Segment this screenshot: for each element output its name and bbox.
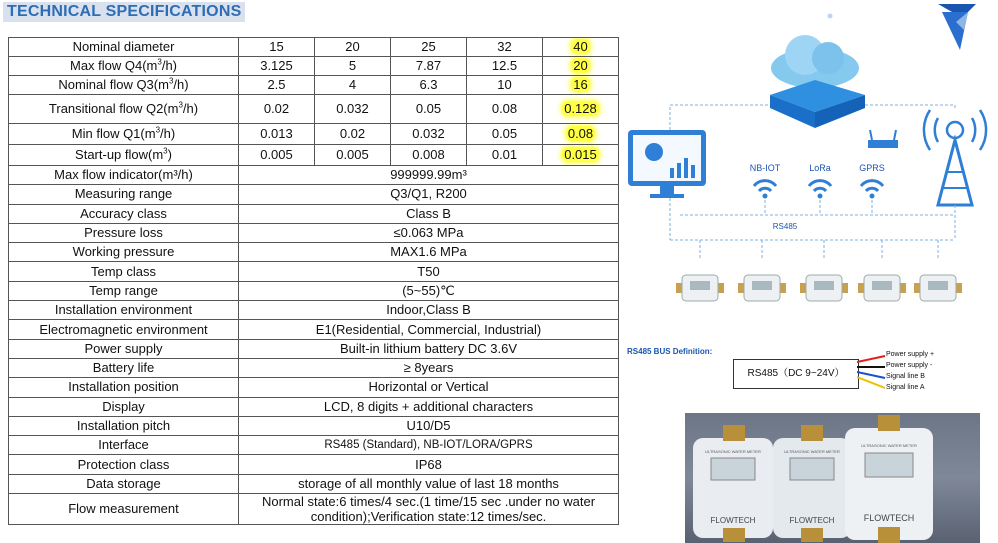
size-cell: 0.08 xyxy=(467,95,543,124)
cell-tower-icon xyxy=(924,110,986,205)
water-meter-icon xyxy=(914,275,962,301)
size-cell: 0.015 xyxy=(543,145,619,166)
row-value: storage of all monthly value of last 18 months xyxy=(239,474,619,493)
size-cell: 7.87 xyxy=(391,57,467,76)
row-value: T50 xyxy=(239,262,619,281)
size-cell: 15 xyxy=(239,38,315,57)
row-label: Installation position xyxy=(9,378,239,397)
row-label: Accuracy class xyxy=(9,204,239,223)
spec-row xyxy=(9,416,619,435)
wire-label-signal-a: Signal line A xyxy=(886,384,925,391)
wire-label-power-plus: Power supply + xyxy=(886,351,935,358)
lora-label: LoRa xyxy=(809,163,831,173)
size-cell: 0.013 xyxy=(239,124,315,145)
size-cell: 6.3 xyxy=(391,76,467,95)
size-cell: 0.008 xyxy=(391,145,467,166)
spec-row xyxy=(9,145,619,166)
svg-text:FLOWTECH: FLOWTECH xyxy=(710,516,756,525)
row-label: Battery life xyxy=(9,358,239,377)
wire-label-power-minus: Power supply - xyxy=(886,362,933,369)
size-cell: 2.5 xyxy=(239,76,315,95)
wire-label-signal-b: Signal line B xyxy=(886,373,925,380)
spec-table xyxy=(8,37,619,525)
size-cell: 0.05 xyxy=(467,124,543,145)
spec-row xyxy=(9,281,619,300)
spec-row xyxy=(9,262,619,281)
size-cell: 0.032 xyxy=(391,124,467,145)
size-cell: 0.005 xyxy=(315,145,391,166)
size-cell: 0.02 xyxy=(315,124,391,145)
size-cell: 0.128 xyxy=(543,95,619,124)
row-value: Class B xyxy=(239,204,619,223)
svg-text:ULTRASONIC WATER METER: ULTRASONIC WATER METER xyxy=(784,449,840,454)
row-value: U10/D5 xyxy=(239,416,619,435)
size-cell: 20 xyxy=(315,38,391,57)
spec-row xyxy=(9,223,619,242)
row-label: Nominal flow $Q3(m^3/h)$ xyxy=(9,76,239,95)
spec-row xyxy=(9,95,619,124)
nb-iot-label: NB-IOT xyxy=(749,163,781,173)
spec-row xyxy=(9,204,619,223)
gprs-label: GPRS xyxy=(859,163,885,173)
spec-row xyxy=(9,397,619,416)
spec-row xyxy=(9,494,619,525)
spec-row xyxy=(9,57,619,76)
size-cell: 20 xyxy=(543,57,619,76)
spec-row xyxy=(9,339,619,358)
row-value: MAX1.6 MPa xyxy=(239,243,619,262)
size-cell: 3.125 xyxy=(239,57,315,76)
row-label: Temp range xyxy=(9,281,239,300)
rs485-definition-title: RS485 BUS Definition: xyxy=(627,347,713,356)
size-cell: 0.005 xyxy=(239,145,315,166)
row-label: Data storage xyxy=(9,474,239,493)
spec-row xyxy=(9,474,619,493)
meter-photo-3 xyxy=(845,415,933,543)
size-cell: 5 xyxy=(315,57,391,76)
water-meter-icon xyxy=(738,275,786,301)
row-label: Display xyxy=(9,397,239,416)
row-value: Built-in lithium battery DC 3.6V xyxy=(239,339,619,358)
svg-text:ULTRASONIC WATER METER: ULTRASONIC WATER METER xyxy=(861,443,917,448)
router-icon xyxy=(868,130,898,148)
row-label: Interface xyxy=(9,436,239,455)
row-value: RS485 (Standard), NB-IOT/LORA/GPRS xyxy=(239,436,619,455)
row-value: ≥ 8years xyxy=(239,358,619,377)
size-cell: 0.05 xyxy=(391,95,467,124)
row-value: Q3/Q1, R200 xyxy=(239,185,619,204)
cloud-icon xyxy=(770,14,865,129)
meter-row xyxy=(676,275,962,301)
spec-row xyxy=(9,166,619,185)
page-title: TECHNICAL SPECIFICATIONS xyxy=(3,2,245,22)
rs485-bus-label: RS485 xyxy=(772,222,798,231)
row-value: IP68 xyxy=(239,455,619,474)
wireless-gprs xyxy=(859,163,885,199)
row-value: 999999.99m³ xyxy=(239,166,619,185)
size-cell: 40 xyxy=(543,38,619,57)
water-meter-icon xyxy=(676,275,724,301)
row-value: LCD, 8 digits + additional characters xyxy=(239,397,619,416)
size-cell: 12.5 xyxy=(467,57,543,76)
spec-row xyxy=(9,243,619,262)
size-cell: 4 xyxy=(315,76,391,95)
row-label: Installation environment xyxy=(9,301,239,320)
row-value: E1(Residential, Commercial, Industrial) xyxy=(239,320,619,339)
spec-row xyxy=(9,455,619,474)
brand-logo xyxy=(938,4,976,50)
spec-row xyxy=(9,38,619,57)
size-cell: 0.032 xyxy=(315,95,391,124)
spec-row xyxy=(9,320,619,339)
row-value: (5~55)℃ xyxy=(239,281,619,300)
row-label: Transitional flow $Q2(m^3/h)$ xyxy=(9,95,239,124)
row-label: Working pressure xyxy=(9,243,239,262)
meter-photo-2 xyxy=(773,425,851,542)
size-cell: 0.01 xyxy=(467,145,543,166)
spec-row xyxy=(9,185,619,204)
svg-text:FLOWTECH: FLOWTECH xyxy=(789,516,835,525)
spec-row xyxy=(9,378,619,397)
row-label: Measuring range xyxy=(9,185,239,204)
spec-row xyxy=(9,358,619,377)
water-meter-icon xyxy=(800,275,848,301)
size-cell: 16 xyxy=(543,76,619,95)
rs485-box: RS485（DC 9~24V） xyxy=(733,359,859,389)
row-label: Start-up $flow(m^3)$ xyxy=(9,145,239,166)
row-label: Installation pitch xyxy=(9,416,239,435)
row-value: Horizontal or Vertical xyxy=(239,378,619,397)
row-label: Flow measurement xyxy=(9,494,239,525)
spec-row xyxy=(9,436,619,455)
spec-row xyxy=(9,124,619,145)
row-label: Nominal diameter xyxy=(9,38,239,57)
spec-row xyxy=(9,301,619,320)
product-photo xyxy=(685,413,980,543)
spec-row xyxy=(9,76,619,95)
row-value: Normal state:6 times/4 sec.(1 time/15 sec .under no water condition);Verification state:12 times/sec. xyxy=(239,494,619,525)
row-label: Min flow $Q1(m^3/h)$ xyxy=(9,124,239,145)
size-cell: 32 xyxy=(467,38,543,57)
size-cell: 0.08 xyxy=(543,124,619,145)
row-value: Indoor,Class B xyxy=(239,301,619,320)
svg-text:ULTRASONIC WATER METER: ULTRASONIC WATER METER xyxy=(705,449,761,454)
size-cell: 10 xyxy=(467,76,543,95)
row-value: ≤0.063 MPa xyxy=(239,223,619,242)
size-cell: 0.02 xyxy=(239,95,315,124)
row-label: Temp class xyxy=(9,262,239,281)
water-meter-icon xyxy=(858,275,906,301)
svg-text:FLOWTECH: FLOWTECH xyxy=(863,513,915,523)
row-label: Max flow indicator(m³/h) xyxy=(9,166,239,185)
row-label: Electromagnetic environment xyxy=(9,320,239,339)
network-diagram xyxy=(620,0,998,320)
row-label: Pressure loss xyxy=(9,223,239,242)
wireless-lora xyxy=(809,163,831,199)
row-label: Max flow $Q4(m^3/h)$ xyxy=(9,57,239,76)
size-cell: 25 xyxy=(391,38,467,57)
rs485-wires xyxy=(857,352,887,394)
monitor-icon xyxy=(628,130,706,198)
row-label: Protection class xyxy=(9,455,239,474)
wireless-nb-iot xyxy=(750,163,781,199)
row-label: Power supply xyxy=(9,339,239,358)
meter-photo-1 xyxy=(693,425,773,542)
